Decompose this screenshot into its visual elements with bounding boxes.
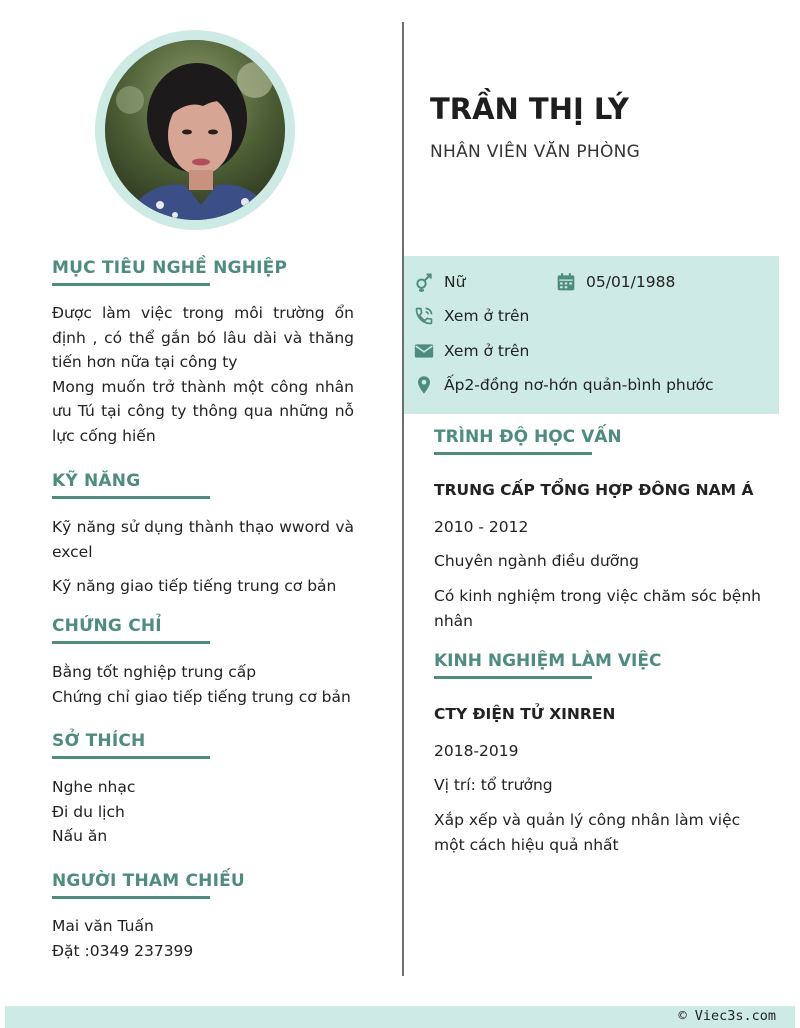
experience-period: 2018-2019 [434,742,519,760]
objective-underline [52,283,210,286]
job-title: NHÂN VIÊN VĂN PHÒNG [430,142,641,162]
certificates-underline [52,641,210,644]
contact-gender [414,272,465,292]
education-major: Chuyên ngành điều dưỡng [434,552,639,570]
objective-text [52,301,354,448]
phone-icon [414,306,434,326]
hobby-item: Nghe nhạc [52,778,136,796]
experience-company: CTY ĐIỆN TỬ XINREN [434,705,616,723]
experience-title: KINH NGHIỆM LÀM VIỆC [434,651,662,671]
skills-list [52,515,354,599]
gender-icon [414,272,434,292]
contact-birthdate [556,272,675,292]
references-underline [52,896,210,899]
avatar [105,40,285,220]
education-underline [434,452,592,455]
references-title: NGƯỜI THAM CHIẾU [52,871,245,891]
hobby-item: Đi du lịch [52,802,125,821]
envelope-icon [414,341,434,361]
references-list [52,914,354,963]
certificate-item: Chứng chỉ giao tiếp tiếng trung cơ bản [52,687,351,706]
skill-item: Kỹ năng sử dụng thành thạo wword và excel [52,518,354,561]
candidate-name: TRẦN THỊ LÝ [430,92,629,126]
contact-email [414,341,529,361]
address-value: Ấp2-đồng nơ-hớn quản-bình phước [444,376,714,394]
skill-item: Kỹ năng giao tiếp tiếng trung cơ bản [52,577,337,595]
hobbies-underline [52,756,210,759]
certificates-title: CHỨNG CHỈ [52,616,162,636]
education-period: 2010 - 2012 [434,518,529,536]
footer-copyright[interactable]: © Viec3s.com [678,1008,776,1024]
education-note: Có kinh nghiệm trong việc chăm sóc bệnh nhân [434,587,761,630]
contact-address [414,375,714,395]
skills-title: KỸ NĂNG [52,471,141,491]
profile-photo-icon [105,40,285,220]
hobby-item: Nấu ăn [52,827,108,845]
education-title: TRÌNH ĐỘ HỌC VẤN [434,427,622,447]
objective-line: Mong muốn trở thành một công nhân ưu Tú tại công ty thông qua những nỗ lực cống hiến [52,377,354,445]
certificate-item: Bằng tốt nghiệp trung cấp [52,663,257,681]
reference-item: Mai văn Tuấn [52,917,154,935]
hobbies-list [52,775,354,849]
contact-phone [414,306,529,326]
skills-underline [52,496,210,499]
gender-value: Nữ [444,273,466,291]
email-value: Xem ở trên [444,342,530,360]
birthdate-value: 05/01/1988 [586,273,676,291]
certificates-list [52,660,354,709]
calendar-icon [556,272,576,292]
hobbies-title: SỞ THÍCH [52,731,146,751]
footer-bar [5,1006,795,1028]
objective-title: MỤC TIÊU NGHỀ NGHIỆP [52,258,288,278]
experience-underline [434,676,592,679]
objective-line: Được làm việc trong môi trường ổn định , có thể gắn bó lâu dài và thăng tiến hơn nữa tại công ty [52,304,354,371]
phone-value: Xem ở trên [444,307,530,325]
map-pin-icon [414,375,434,395]
reference-item: Đặt :0349 237399 [52,941,194,960]
education-school: TRUNG CẤP TỔNG HỢP ĐÔNG NAM Á [434,481,754,499]
experience-description: Xắp xếp và quản lý công nhân làm việc một cách hiệu quả nhất [434,811,741,854]
experience-position: Vị trí: tổ trưởng [434,776,553,794]
column-divider [402,22,404,976]
